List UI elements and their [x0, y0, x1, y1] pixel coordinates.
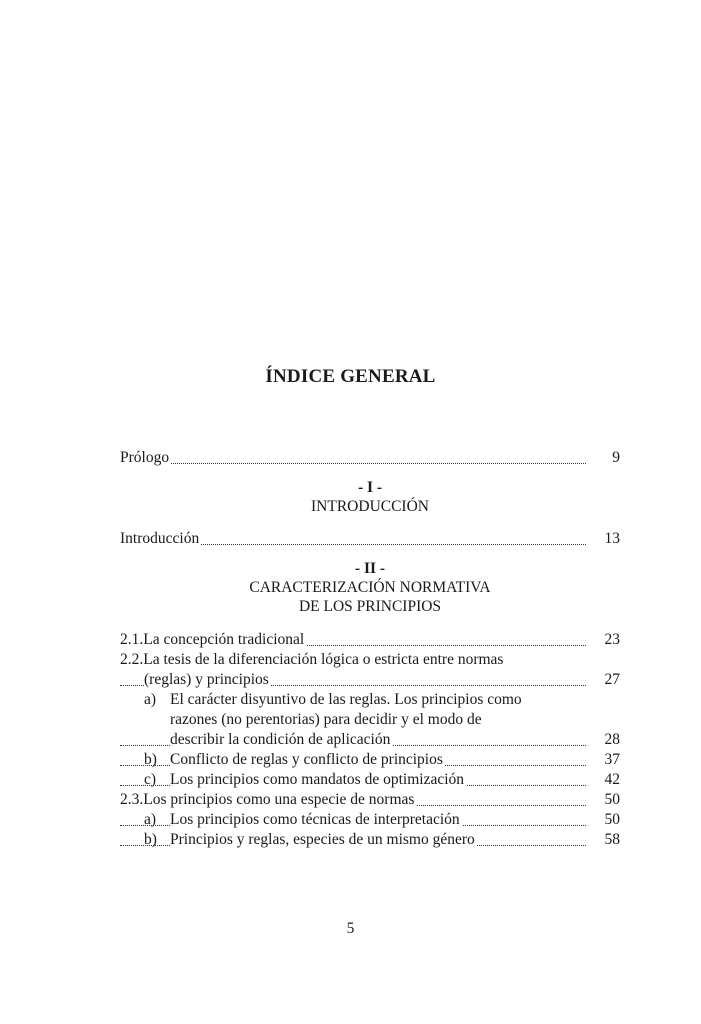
toc-entry-page: 27 — [592, 670, 620, 690]
toc-entry-page: 58 — [592, 830, 620, 850]
toc-entry-2-2-c[interactable] — [120, 770, 620, 790]
page-number: 5 — [346, 920, 355, 937]
part-number: - II - — [354, 560, 386, 577]
toc-entry-label: Introducción — [120, 530, 200, 547]
toc-entry-2-2-a-cont — [120, 710, 620, 730]
subsection-letter: b) — [144, 751, 157, 768]
part-title: CARACTERIZACIÓN NORMATIVA — [249, 579, 491, 596]
toc-entry-page: 13 — [592, 529, 620, 549]
toc-entry-2-2-a[interactable] — [120, 690, 620, 710]
toc-entry-label: Los principios como una especie de normas — [143, 791, 415, 808]
toc-entry-label: La tesis de la diferenciación lógica o estricta entre normas — [143, 651, 504, 668]
toc-entry-2-3-b[interactable] — [120, 830, 620, 850]
toc-entry-label: Los principios como mandatos de optimización — [170, 771, 465, 788]
toc-entry-2-2-cont[interactable] — [120, 670, 620, 690]
toc-entry-page: 37 — [592, 750, 620, 770]
part-number: - I - — [357, 479, 383, 496]
part-heading-1 — [120, 478, 620, 516]
leader-dots — [120, 463, 586, 464]
subsection-letter: a) — [144, 691, 157, 708]
part-title: DE LOS PRINCIPIOS — [298, 598, 442, 615]
toc-entry-2-2[interactable] — [120, 650, 620, 670]
toc-entry-label: (reglas) y principios — [144, 671, 269, 688]
section-number: 2.1. — [120, 631, 144, 648]
toc-entry-label: Los principios como técnicas de interpretación — [170, 811, 460, 828]
part-heading-2 — [120, 559, 620, 616]
toc-entry-label: Principios y reglas, especies de un mismo género — [170, 831, 475, 848]
table-of-contents — [120, 448, 620, 850]
part-title: INTRODUCCIÓN — [311, 498, 429, 515]
toc-entry-prologo[interactable] — [120, 448, 620, 468]
toc-entry-2-3[interactable] — [120, 790, 620, 810]
page-title: ÍNDICE GENERAL — [265, 366, 436, 387]
toc-entry-label: La concepción tradicional — [143, 631, 305, 648]
toc-entry-label: El carácter disyuntivo de las reglas. Los principios como — [170, 691, 522, 708]
toc-entry-2-3-a[interactable] — [120, 810, 620, 830]
toc-entry-2-2-b[interactable] — [120, 750, 620, 770]
section-number: 2.2. — [120, 651, 144, 668]
toc-entry-label: describir la condición de aplicación — [170, 731, 391, 748]
toc-entry-page: 28 — [592, 730, 620, 750]
toc-entry-label: Conflicto de reglas y conflicto de principios — [170, 751, 443, 768]
toc-entry-introduccion[interactable] — [120, 529, 620, 549]
toc-entry-page: 50 — [592, 810, 620, 830]
toc-entry-2-1[interactable] — [120, 630, 620, 650]
section-number: 2.3. — [120, 791, 144, 808]
toc-entry-page: 50 — [592, 790, 620, 810]
toc-entry-page: 42 — [592, 770, 620, 790]
subsection-letter: c) — [144, 771, 157, 788]
toc-entry-label: razones (no perentorias) para decidir y el modo de — [170, 711, 482, 728]
toc-entry-page: 23 — [592, 630, 620, 650]
subsection-letter: b) — [144, 831, 157, 848]
toc-entry-label: Prólogo — [120, 449, 170, 466]
subsection-letter: a) — [144, 811, 157, 828]
toc-entry-page: 9 — [592, 448, 620, 468]
toc-entry-2-2-a-cont — [120, 730, 620, 750]
